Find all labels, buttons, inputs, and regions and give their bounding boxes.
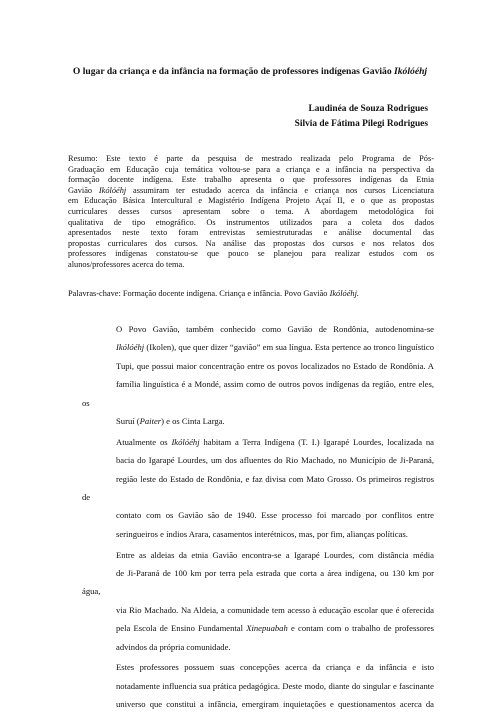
body-line: universo que constitui a infância, emergiram inquietações e questionamentos acerca da: [116, 699, 434, 710]
body-line: Tupi, que possui maior concentração entre os povos localizados no Estado de Rondônia. A: [116, 360, 434, 371]
title-italic: Ikólóéhj: [394, 66, 428, 77]
abstract-line: formação docente indígena. Este trabalho apresenta o que professores indígenas da Etnia: [68, 175, 434, 185]
text-run: (Ikolen), que quer dizer “gavião” em sua língua. Esta pertence ao tronco linguístico: [144, 342, 434, 353]
body-line: seringueiros e índios Arara, casamentos interétnicos, mas, por fim, alianças políticas.: [116, 528, 408, 539]
italic-term: Ikólóéhj: [116, 342, 145, 353]
abstract-line: alunos/professores acerca do tema.: [68, 259, 185, 269]
body-line: [82, 619, 434, 637]
body-line: notadamente influencia sua prática pedagógica. Deste modo, diante do singular e fascinante: [116, 680, 434, 691]
title-text: O lugar da criança e da infância na formação de professores indígenas Gavião: [72, 66, 395, 77]
body-line: advindos da própria comunidade.: [116, 641, 231, 652]
body-line: Entre as aldeias da etnia Gavião encontra-se a Igarapé Lourdes, com distância média: [116, 549, 434, 560]
body-line: região leste do Estado de Rondônia, e faz divisa com Mato Grosso. Os primeiros registros de: [82, 473, 434, 503]
body-line: Estes professores possuem suas concepções acerca da criança e da infância e isto: [116, 662, 434, 673]
abstract: [68, 154, 434, 271]
keywords-italic: Ikólóéhj.: [329, 289, 360, 298]
keywords-text: Palavras-chave: Formação docente indígena. Criança e infância. Povo Gavião: [68, 289, 330, 298]
body-line: [82, 338, 434, 356]
paragraph-3: [82, 546, 434, 656]
paper-title: [60, 66, 440, 78]
text-run: e contam com o trabalho de professores: [287, 623, 434, 634]
text-run: Atualmente os: [116, 436, 172, 447]
body-line: família linguística é a Mondé, assim como de outros povos indígenas da região, entre eles, os: [82, 379, 434, 408]
abstract-line: propostas curriculares dos cursos. Na análise das propostas dos cursos e nos relatos dos: [68, 238, 434, 248]
text-run: assumiram ter estudado acerca da infância e criança nos cursos Licenciatura: [126, 185, 434, 195]
author-1: Laudinéa de Souza Rodrigues: [308, 104, 428, 114]
italic-term: Ikólóéhj: [98, 185, 127, 195]
abstract-line: [68, 186, 434, 197]
abstract-line: Graduação em Educação cuja temática voltou-se para a criança e a infância na perspectiva da: [68, 164, 434, 174]
italic-term: Ikólóéhj: [171, 436, 200, 447]
author-2: Silvia de Fátima Pilegi Rodrigues: [294, 119, 428, 129]
abstract-line: Resumo: Este texto é parte da pesquisa de mestrado realizada pelo Programa de Pós-: [68, 154, 434, 163]
italic-term: Xinepuabah: [246, 623, 288, 634]
body-line: O Povo Gavião, também conhecido como Gavião de Rondônia, autodenomina-se: [116, 324, 434, 334]
body-line: via Rio Machado. Na Aldeia, a comunidade tem acesso à educação escolar que é oferecida: [116, 604, 434, 615]
body-line: [82, 412, 434, 430]
body-text: [82, 320, 434, 716]
abstract-line: curriculares desses cursos apresentam sobre o tema. A abordagem metodológica foi: [68, 206, 434, 216]
abstract-line: em Educação Básica Intercultural e Magistério Indígena Projeto Açaí II, e o que as propostas: [68, 196, 434, 206]
italic-term: Paiter: [139, 416, 162, 427]
text-run: Suruí (: [116, 416, 140, 427]
body-line: contato com os Gavião são de 1940. Esse processo foi marcado por conflitos entre: [116, 510, 434, 521]
abstract-line: professores indígenas constatou-se que pouco se planejou para realizar estudos com os: [68, 249, 434, 259]
author-list: [295, 102, 428, 132]
body-line: de Ji-Paraná de 100 km por terra pela estrada que corta a área indígena, ou 130 km por água,: [82, 568, 434, 597]
keywords: [68, 288, 434, 299]
abstract-line: qualitativa de tipo etnográfico. Os instrumentos utilizados para a coleta dos dados: [68, 217, 434, 227]
abstract-line: apresentados neste texto foram entrevistas semiestruturadas e análise documental das: [68, 228, 434, 238]
paragraph-4: [82, 658, 434, 713]
paragraph-2: [82, 433, 434, 543]
text-run: Gavião: [68, 185, 99, 195]
text-run: pela Escola de Ensino Fundamental: [116, 623, 247, 634]
text-run: habitam a Terra Indígena (T. I.) Igarapé Lourdes, localizada na: [199, 436, 434, 447]
body-line: [82, 433, 434, 451]
body-line: bacia do Igarapé Lourdes, um dos afluentes do Rio Machado, no Município de Ji-Paraná,: [116, 455, 434, 466]
text-run: ) e os Cinta Larga.: [161, 416, 225, 427]
paragraph-1: [82, 320, 434, 430]
